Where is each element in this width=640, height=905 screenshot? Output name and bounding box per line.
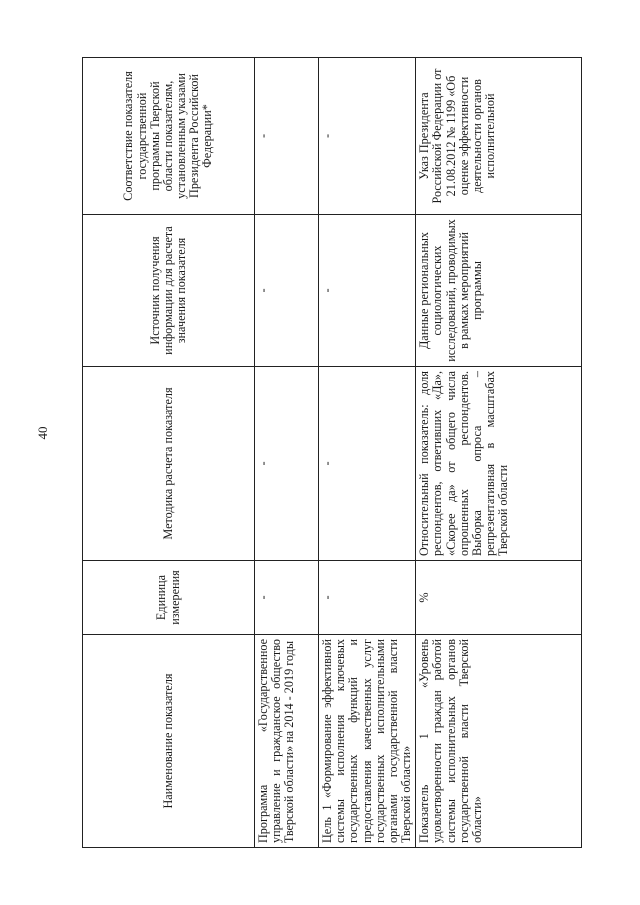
cell-source: - [255, 215, 319, 367]
rotated-table-container [82, 58, 574, 848]
cell-method: Относительный показатель: доля респондентов, ответивших «Да», «Скорее да» от общего числа опрошенных респондентов. Выборка опроса – репрезентативная в масштабах Тверской области [416, 367, 582, 561]
cell-compliance: Указ Президента Российской Федерации от 21.08.2012 № 1199 «Об оценке эффективности деятельности органов исполнительной [416, 58, 582, 215]
table-header-row [83, 58, 255, 848]
cell-unit: % [416, 561, 582, 635]
table-row [416, 58, 582, 848]
header-method: Методика расчета показателя [83, 367, 255, 561]
cell-name: Программа «Государственное управление и гражданское общество Тверской области» на 2014 - 2019 годы [255, 635, 319, 848]
page-number: 40 [35, 426, 50, 440]
cell-compliance: - [319, 58, 416, 215]
cell-unit: - [255, 561, 319, 635]
indicators-table [82, 57, 582, 848]
header-compliance: Соответствие показателя государственной программы Тверской области показателям, установленным указами Президента Российской Федерации* [83, 58, 255, 215]
cell-source: - [319, 215, 416, 367]
table-row [255, 58, 319, 848]
cell-unit: - [319, 561, 416, 635]
header-unit: Единица измерения [83, 561, 255, 635]
cell-name: Показатель 1 «Уровень удовлетворенности граждан работой системы исполнительных органов государственной власти Тверской области» [416, 635, 582, 848]
header-indicator-name: Наименование показателя [83, 635, 255, 848]
header-source: Источник получения информации для расчета значения показателя [83, 215, 255, 367]
cell-name: Цель 1 «Формирование эффективной системы исполнения ключевых государственных функций и предоставления качественных услуг государственных исполнительными органами государственной власти Тверской области» [319, 635, 416, 848]
cell-source: Данные региональных социологических исследований, проводимых в рамках мероприятий программы [416, 215, 582, 367]
cell-method: - [319, 367, 416, 561]
cell-method: - [255, 367, 319, 561]
cell-compliance: - [255, 58, 319, 215]
table-row [319, 58, 416, 848]
